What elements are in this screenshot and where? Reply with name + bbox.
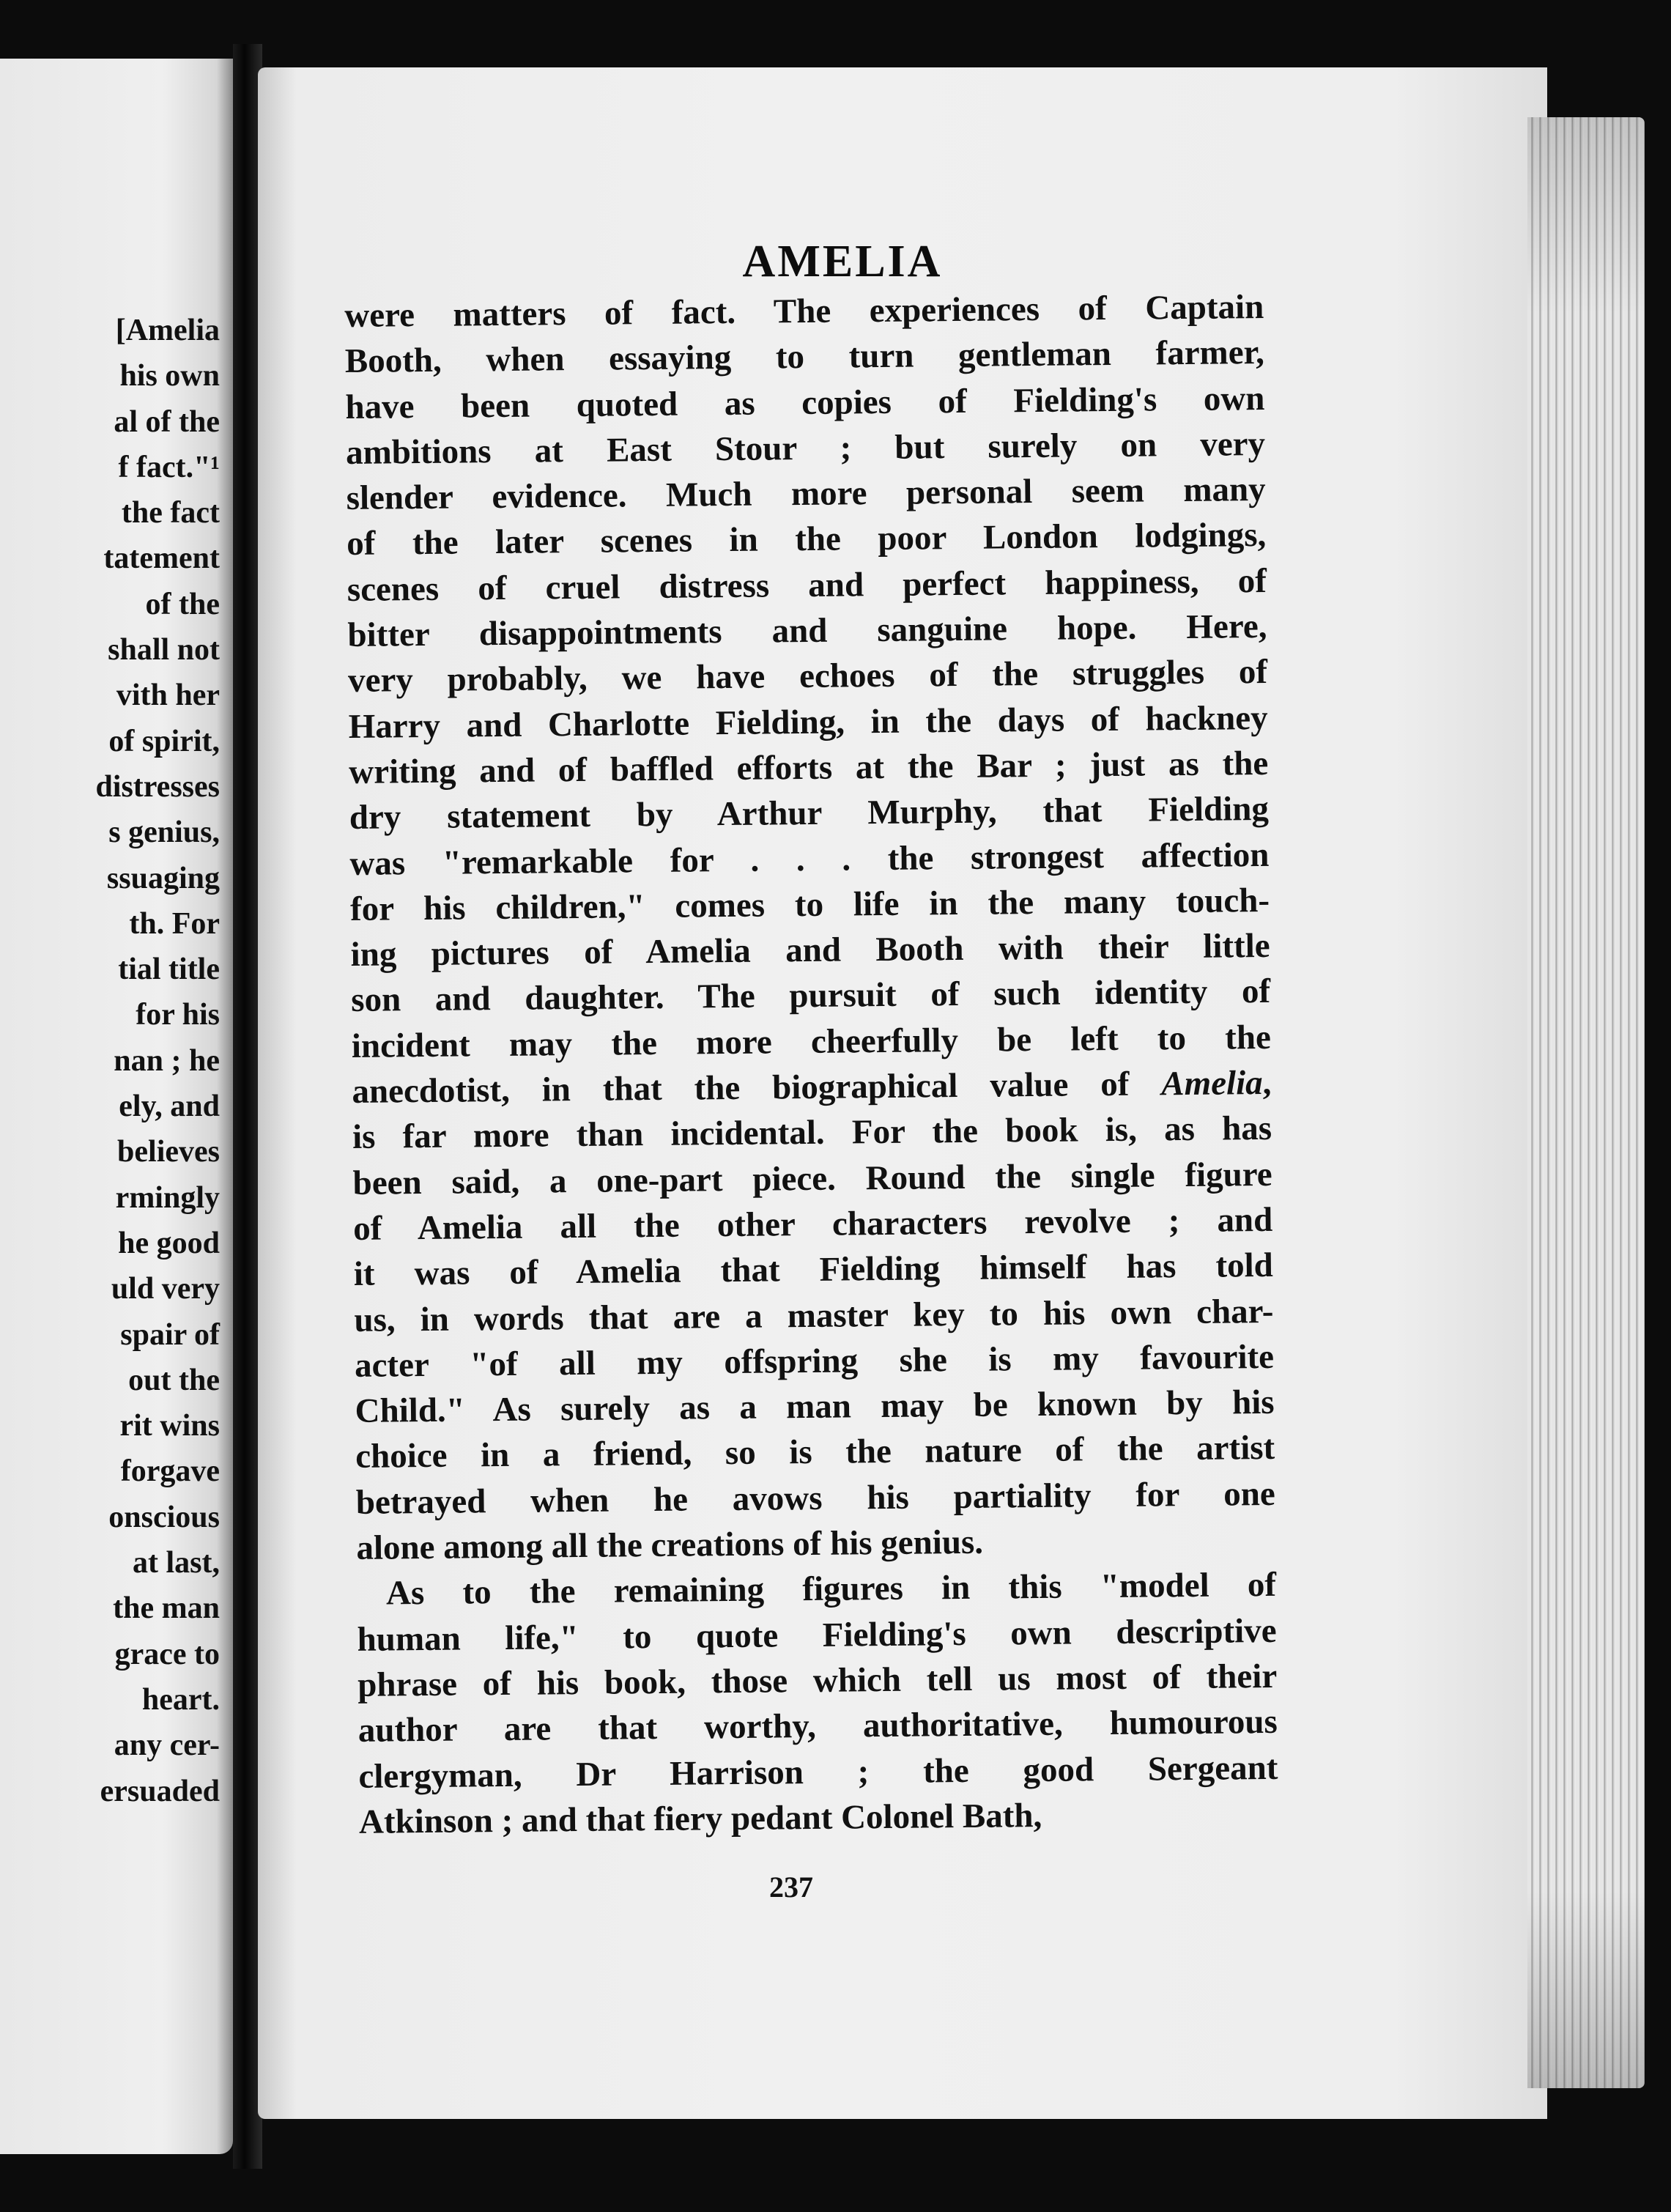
left-line: any cer-	[114, 1728, 220, 1763]
left-line: rit wins	[119, 1409, 220, 1443]
left-line: of spirit,	[108, 724, 220, 758]
left-line: s genius,	[108, 815, 220, 850]
text-line: alone among all the creations of his genius.	[356, 1523, 984, 1567]
text-line: very probably, we have echoes of the struggles of	[347, 653, 1268, 700]
text-line: for his children," comes to life in the many touch-	[349, 881, 1270, 928]
text-line: author are that worthy, authoritative, humourous	[357, 1703, 1278, 1750]
left-line: his own	[119, 359, 220, 393]
text-line: Child." As surely as a man may be known by his	[355, 1383, 1275, 1431]
left-line: uld very	[111, 1272, 220, 1306]
page-number: 237	[769, 1871, 813, 1904]
left-line: of the	[145, 587, 220, 621]
text-line: phrase of his book, those which tell us most of their	[357, 1657, 1278, 1704]
left-line: ssuaging	[106, 861, 220, 895]
left-page-text	[0, 308, 220, 1814]
text-line: anecdotist, in that the biographical value of Amelia,	[352, 1063, 1272, 1111]
left-line: believes	[117, 1135, 220, 1169]
text-line: dry statement by Arthur Murphy, that Fielding	[349, 790, 1270, 837]
left-line: out the	[128, 1363, 220, 1397]
left-line: the fact	[121, 496, 220, 530]
left-line: heart.	[141, 1682, 220, 1717]
text-line: choice in a friend, so is the nature of the artist	[355, 1429, 1275, 1476]
left-line: at last,	[133, 1546, 220, 1580]
running-head: AMELIA	[742, 237, 943, 286]
text-line: clergyman, Dr Harrison ; the good Sergeant	[358, 1748, 1278, 1796]
text-line: bitter disappointments and sanguine hope. Here,	[347, 607, 1267, 655]
left-line: onscious	[108, 1500, 220, 1534]
text-line: ambitions at East Stour ; but surely on very	[345, 424, 1266, 472]
text-line: of Amelia all the other characters revolve ; and	[353, 1200, 1273, 1248]
left-line: forgave	[120, 1454, 220, 1489]
text-line: is far more than incidental. For the book is, as has	[352, 1109, 1272, 1157]
left-line: ely, and	[119, 1090, 220, 1124]
left-line: distresses	[95, 769, 220, 804]
book-title-italic: Amelia	[1161, 1064, 1263, 1103]
left-line: tatement	[103, 541, 220, 576]
left-line: the man	[113, 1591, 220, 1626]
text-line: writing and of baffled efforts at the Bar ; just as the	[349, 744, 1269, 791]
page-edges-shadow	[1527, 117, 1645, 2088]
left-line: al of the	[114, 404, 220, 439]
left-line: nan ; he	[114, 1043, 220, 1078]
left-line: grace to	[114, 1637, 220, 1671]
text-line: betrayed when he avows his partiality for one	[355, 1474, 1276, 1522]
text-line: were matters of fact. The experiences of Captain	[344, 287, 1264, 335]
text-line: son and daughter. The pursuit of such identity of	[351, 972, 1271, 1020]
text-line: have been quoted as copies of Fielding's own	[345, 379, 1265, 426]
text-line: human life," to quote Fielding's own descriptive	[357, 1611, 1277, 1659]
body-text	[344, 284, 1278, 1845]
left-line: spair of	[120, 1317, 220, 1352]
left-line: for his	[136, 998, 220, 1032]
left-line: shall not	[108, 633, 220, 667]
left-line: f fact."¹	[118, 450, 220, 484]
text-line: it was of Amelia that Fielding himself has told	[353, 1246, 1274, 1294]
text-line: scenes of cruel distress and perfect happiness, of	[347, 561, 1267, 609]
left-line: vith her	[116, 678, 220, 713]
text-line: As to the remaining figures in this "model of	[385, 1566, 1277, 1613]
text-line: was "remarkable for . . . the strongest affection	[349, 835, 1270, 883]
text-line: Booth, when essaying to turn gentleman farmer,	[344, 333, 1265, 381]
text-line: Atkinson ; and that fiery pedant Colonel Bath,	[358, 1796, 1042, 1841]
left-line: tial title	[118, 953, 220, 987]
text-line: acter "of all my offspring she is my favourite	[354, 1337, 1275, 1385]
left-line: ersuaded	[100, 1774, 220, 1808]
left-line: he good	[118, 1226, 220, 1260]
text-line: of the later scenes in the poor London lodgings,	[347, 516, 1267, 563]
left-line: rmingly	[115, 1180, 220, 1215]
left-line: [Amelia	[115, 314, 220, 347]
left-page	[0, 59, 233, 2154]
text-line: incident may the more cheerfully be left to the	[351, 1018, 1272, 1065]
text-line: ing pictures of Amelia and Booth with their little	[350, 927, 1270, 974]
left-line: th. For	[129, 906, 220, 941]
text-line: been said, a one-part piece. Round the single figure	[352, 1155, 1272, 1202]
text-line: Harry and Charlotte Fielding, in the days of hackney	[348, 698, 1268, 746]
text-line: us, in words that are a master key to his own char-	[354, 1292, 1274, 1339]
text-line: slender evidence. Much more personal seem many	[346, 470, 1266, 518]
